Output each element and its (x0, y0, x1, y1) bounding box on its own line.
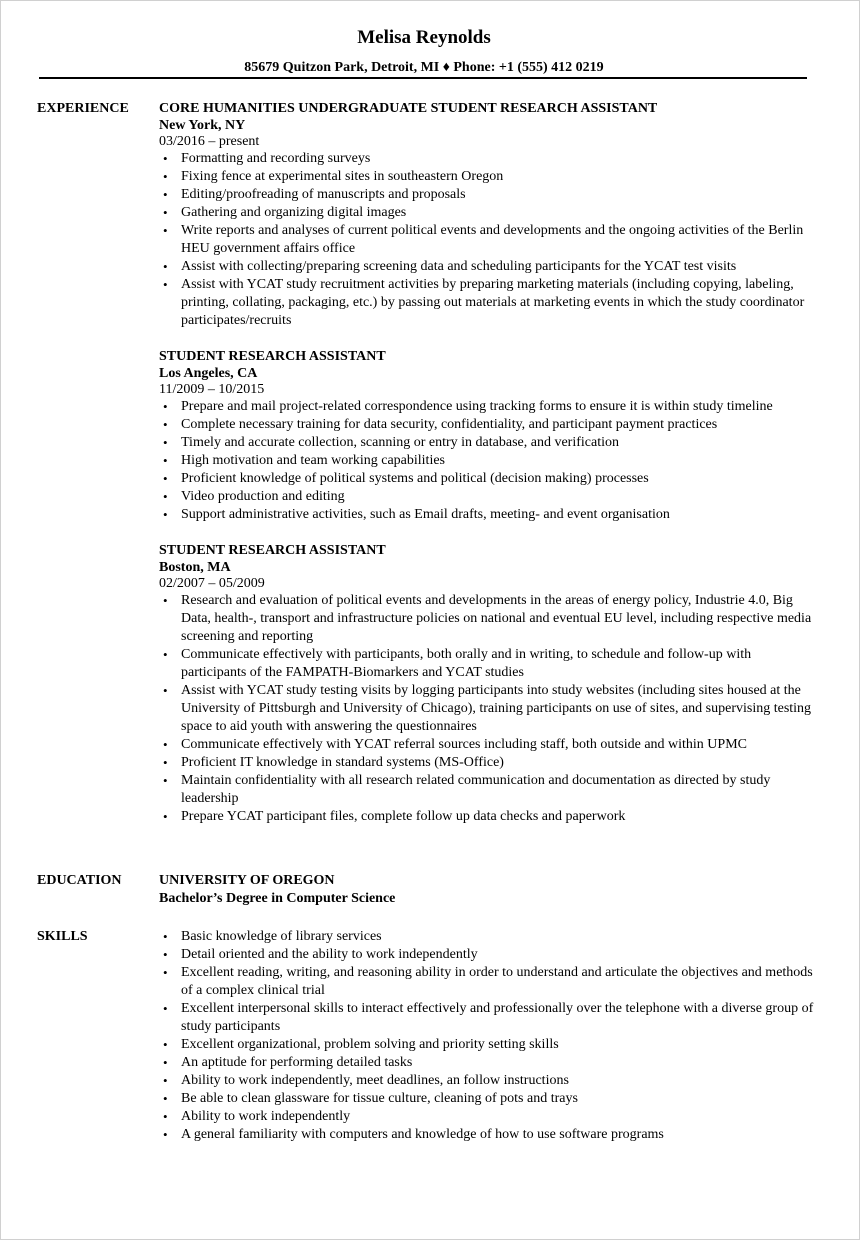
list-item (159, 946, 819, 964)
bullet-icon: • (163, 205, 168, 220)
list-item (159, 222, 819, 258)
experience-entry (159, 100, 819, 330)
list-item (159, 682, 819, 736)
list-item-text: Video production and editing (181, 489, 345, 504)
list-item-text: Excellent interpersonal skills to interact effectively and professionally over the telephone with a diverse group of study participants (181, 1001, 814, 1034)
list-item (159, 772, 819, 808)
bullet-icon: • (163, 453, 168, 468)
list-item-text: Be able to clean glassware for tissue culture, cleaning of pots and trays (181, 1091, 578, 1106)
list-item (159, 928, 819, 946)
list-item-text: Proficient knowledge of political systems and political (decision making) processes (181, 471, 649, 486)
bullet-icon: • (163, 1073, 168, 1088)
job-duties-list (159, 592, 819, 826)
bullet-icon: • (163, 223, 168, 238)
bullet-icon: • (163, 507, 168, 522)
list-item (159, 592, 819, 646)
bullet-icon: • (163, 417, 168, 432)
list-item (159, 168, 819, 186)
job-title: CORE HUMANITIES UNDERGRADUATE STUDENT RESEARCH ASSISTANT (159, 101, 658, 116)
list-item-text: Ability to work independently, meet deadlines, an follow instructions (181, 1073, 569, 1088)
list-item-text: Basic knowledge of library services (181, 929, 382, 944)
list-item-text: Editing/proofreading of manuscripts and proposals (181, 187, 466, 202)
job-dates: 11/2009 – 10/2015 (159, 382, 265, 397)
bullet-icon: • (163, 151, 168, 166)
education-degree: Bachelor’s Degree in Computer Science (159, 891, 396, 906)
bullet-icon: • (163, 1001, 168, 1016)
list-item-text: A general familiarity with computers and knowledge of how to use software programs (181, 1127, 664, 1142)
bullet-icon: • (163, 755, 168, 770)
list-item-text: Prepare YCAT participant files, complete follow up data checks and paperwork (181, 809, 626, 824)
list-item (159, 736, 819, 754)
list-item (159, 1126, 819, 1144)
header-divider (39, 77, 807, 79)
bullet-icon: • (163, 471, 168, 486)
list-item (159, 470, 819, 488)
bullet-icon: • (163, 1055, 168, 1070)
section-label-skills: SKILLS (37, 929, 88, 944)
bullet-icon: • (163, 489, 168, 504)
list-item (159, 150, 819, 168)
list-item-text: Communicate effectively with YCAT referral sources including staff, both outside and within UPMC (181, 737, 747, 752)
list-item-text: Write reports and analyses of current political events and developments and the ongoing activities of the Berlin HEU government affairs office (181, 223, 804, 256)
list-item-text: Maintain confidentiality with all research related communication and documentation as directed by study leadership (181, 773, 771, 806)
list-item (159, 754, 819, 772)
bullet-icon: • (163, 259, 168, 274)
job-title: STUDENT RESEARCH ASSISTANT (159, 349, 386, 364)
job-duties-list (159, 398, 819, 524)
list-item-text: Ability to work independently (181, 1109, 351, 1124)
list-item (159, 1054, 819, 1072)
section-label-experience: EXPERIENCE (37, 101, 129, 116)
bullet-icon: • (163, 947, 168, 962)
list-item (159, 646, 819, 682)
skills-entry (159, 928, 819, 1144)
list-item (159, 186, 819, 204)
list-item (159, 506, 819, 524)
bullet-icon: • (163, 683, 168, 698)
list-item-text: Formatting and recording surveys (181, 151, 371, 166)
list-item-text: Detail oriented and the ability to work independently (181, 947, 478, 962)
job-title: STUDENT RESEARCH ASSISTANT (159, 543, 386, 558)
list-item (159, 1108, 819, 1126)
list-item (159, 452, 819, 470)
list-item (159, 964, 819, 1000)
job-duties-list (159, 150, 819, 330)
bullet-icon: • (163, 435, 168, 450)
list-item (159, 1000, 819, 1036)
job-location: Boston, MA (159, 560, 231, 575)
list-item (159, 398, 819, 416)
bullet-icon: • (163, 929, 168, 944)
list-item-text: Research and evaluation of political events and developments in the areas of energy policy, Industrie 4.0, Big Data, health-, transport and infrastructure policies on national and eventual EU level, including respective media screening and reporting (181, 593, 812, 644)
bullet-icon: • (163, 647, 168, 662)
list-item-text: Excellent reading, writing, and reasoning ability in order to understand and articulate the objectives and methods of a complex clinical trial (181, 965, 813, 998)
list-item-text: Support administrative activities, such as Email drafts, meeting- and event organisation (181, 507, 670, 522)
list-item-text: Prepare and mail project-related correspondence using tracking forms to ensure it is within study timeline (181, 399, 773, 414)
list-item (159, 808, 819, 826)
bullet-icon: • (163, 773, 168, 788)
education-entry (159, 872, 819, 908)
experience-entry (159, 348, 819, 524)
list-item-text: Proficient IT knowledge in standard systems (MS-Office) (181, 755, 504, 770)
list-item-text: Fixing fence at experimental sites in southeastern Oregon (181, 169, 504, 184)
bullet-icon: • (163, 187, 168, 202)
job-dates: 03/2016 – present (159, 134, 260, 149)
bullet-icon: • (163, 1109, 168, 1124)
bullet-icon: • (163, 1037, 168, 1052)
bullet-icon: • (163, 737, 168, 752)
experience-entry (159, 542, 819, 826)
job-dates: 02/2007 – 05/2009 (159, 576, 265, 591)
contact-line: 85679 Quitzon Park, Detroit, MI ♦ Phone: +1 (555) 412 0219 (244, 60, 604, 75)
bullet-icon: • (163, 809, 168, 824)
experience-list (159, 100, 819, 844)
bullet-icon: • (163, 965, 168, 980)
bullet-icon: • (163, 277, 168, 292)
list-item (159, 258, 819, 276)
list-item (159, 434, 819, 452)
list-item-text: Communicate effectively with participants, both orally and in writing, to schedule and follow-up with participants of the FAMPATH-Biomarkers and YCAT studies (181, 647, 752, 680)
list-item (159, 204, 819, 222)
candidate-name: Melisa Reynolds (357, 27, 491, 48)
list-item (159, 416, 819, 434)
list-item-text: Assist with YCAT study recruitment activities by preparing marketing materials (including copying, labeling, printing, collating, packaging, etc.) by passing out materials at marketing events in which the study coordinator participates/recruits (181, 277, 805, 328)
list-item (159, 1036, 819, 1054)
list-item-text: Assist with collecting/preparing screening data and scheduling participants for the YCAT test visits (181, 259, 737, 274)
bullet-icon: • (163, 169, 168, 184)
list-item (159, 276, 819, 330)
list-item-text: Assist with YCAT study testing visits by logging participants into study websites (including sites housed at the University of Pittsburgh and University of Chicago), training participants on use of sites, and supervising testing space to aid youth with answering the questionnaires (181, 683, 812, 734)
bullet-icon: • (163, 1091, 168, 1106)
bullet-icon: • (163, 593, 168, 608)
list-item-text: Excellent organizational, problem solving and priority setting skills (181, 1037, 559, 1052)
job-location: New York, NY (159, 118, 246, 133)
list-item-text: Complete necessary training for data security, confidentiality, and participant payment practices (181, 417, 718, 432)
job-location: Los Angeles, CA (159, 366, 258, 381)
list-item (159, 1090, 819, 1108)
list-item (159, 1072, 819, 1090)
section-label-education: EDUCATION (37, 873, 122, 888)
list-item-text: An aptitude for performing detailed tasks (181, 1055, 413, 1070)
list-item-text: Gathering and organizing digital images (181, 205, 407, 220)
education-school: UNIVERSITY OF OREGON (159, 873, 335, 888)
list-item (159, 488, 819, 506)
skills-list (159, 928, 819, 1144)
bullet-icon: • (163, 1127, 168, 1142)
list-item-text: Timely and accurate collection, scanning or entry in database, and verification (181, 435, 619, 450)
bullet-icon: • (163, 399, 168, 414)
list-item-text: High motivation and team working capabilities (181, 453, 445, 468)
